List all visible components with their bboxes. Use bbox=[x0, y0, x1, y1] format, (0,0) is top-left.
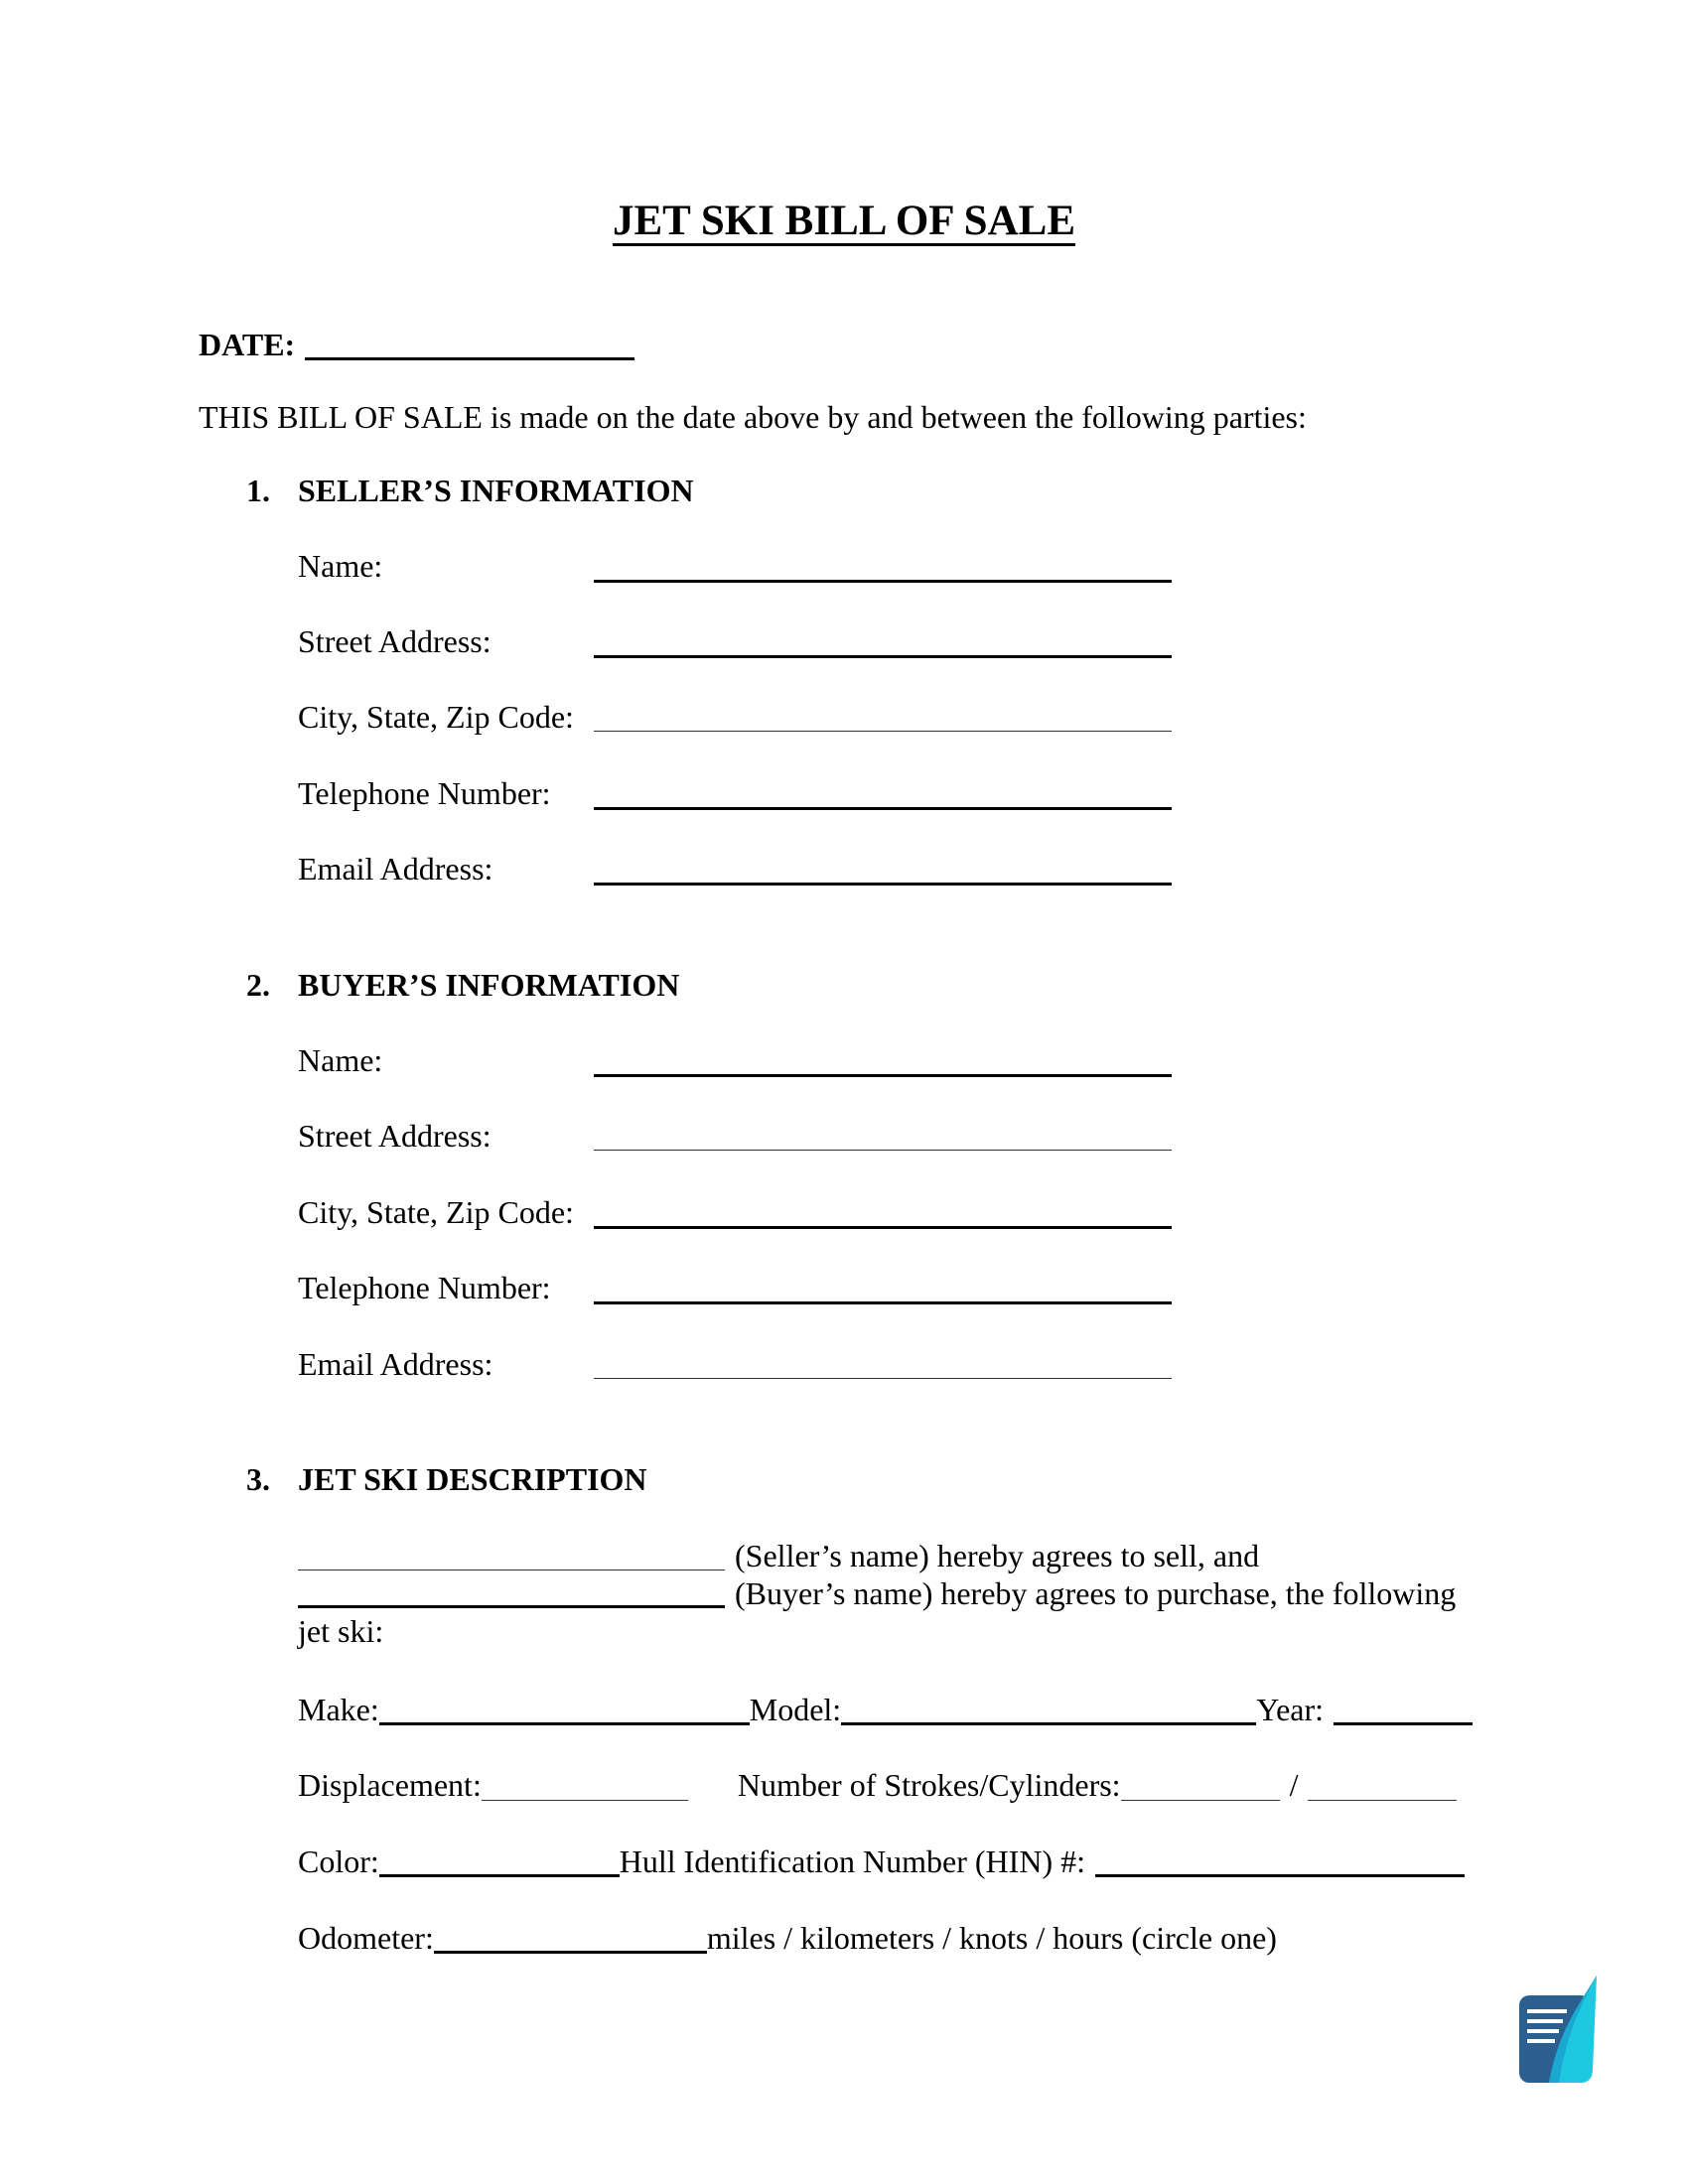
field-label: Telephone Number: bbox=[298, 1270, 551, 1305]
field-label: Street Address: bbox=[298, 623, 492, 659]
document-feather-logo-icon bbox=[1519, 1976, 1597, 2085]
seller-email-field[interactable] bbox=[594, 883, 1172, 886]
field-label: Name: bbox=[298, 1042, 383, 1078]
seller-city-field[interactable] bbox=[594, 731, 1172, 732]
buyer-name-field[interactable] bbox=[594, 1074, 1172, 1077]
cylinders-field[interactable] bbox=[1308, 1770, 1457, 1801]
year-field[interactable] bbox=[1334, 1693, 1473, 1725]
seller-name-field[interactable] bbox=[594, 580, 1172, 583]
object-text: jet ski: bbox=[298, 1613, 384, 1649]
section-title: JET SKI DESCRIPTION bbox=[298, 1461, 647, 1497]
section-title: SELLER’S INFORMATION bbox=[298, 473, 694, 508]
buyer-email-field[interactable] bbox=[594, 1378, 1172, 1379]
buyer-email-row bbox=[298, 1344, 1192, 1384]
odometer-row bbox=[298, 1918, 1277, 1958]
year-label: Year: bbox=[1256, 1692, 1325, 1727]
buyer-street-row bbox=[298, 1116, 1192, 1156]
slash-separator: / bbox=[1289, 1767, 1299, 1803]
seller-clause-text: (Seller’s name) hereby agrees to sell, and bbox=[735, 1538, 1260, 1573]
odometer-label: Odometer: bbox=[298, 1920, 434, 1956]
field-label: City, State, Zip Code: bbox=[298, 699, 574, 735]
odometer-units: miles / kilometers / knots / hours (circle one) bbox=[706, 1920, 1277, 1956]
strokes-label: Number of Strokes/Cylinders: bbox=[737, 1767, 1121, 1803]
seller-clause-line bbox=[298, 1537, 1489, 1574]
field-label: Telephone Number: bbox=[298, 775, 551, 811]
color-label: Color: bbox=[298, 1843, 379, 1879]
odometer-field[interactable] bbox=[434, 1921, 707, 1954]
buyer-phone-row bbox=[298, 1268, 1192, 1307]
section-number: 2. bbox=[246, 967, 270, 1003]
seller-email-row bbox=[298, 849, 1192, 888]
seller-street-field[interactable] bbox=[594, 655, 1172, 658]
buyer-section-heading bbox=[246, 965, 679, 1005]
buyer-street-field[interactable] bbox=[594, 1150, 1172, 1151]
section-number: 3. bbox=[246, 1461, 270, 1497]
date-label: DATE: bbox=[199, 327, 296, 362]
color-field[interactable] bbox=[379, 1844, 620, 1877]
field-label: Name: bbox=[298, 548, 383, 584]
make-model-year-row bbox=[298, 1690, 1473, 1729]
buyer-city-field[interactable] bbox=[594, 1226, 1172, 1229]
buyer-phone-field[interactable] bbox=[594, 1301, 1172, 1304]
field-label: City, State, Zip Code: bbox=[298, 1194, 574, 1230]
section-number: 1. bbox=[246, 473, 270, 508]
buyer-name-blank[interactable] bbox=[298, 1575, 725, 1608]
field-label: Street Address: bbox=[298, 1118, 492, 1154]
date-row bbox=[199, 322, 634, 363]
seller-phone-field[interactable] bbox=[594, 807, 1172, 810]
displacement-field[interactable] bbox=[482, 1770, 688, 1801]
date-field[interactable] bbox=[305, 326, 634, 360]
section-title: BUYER’S INFORMATION bbox=[298, 967, 680, 1003]
field-label: Email Address: bbox=[298, 1346, 493, 1382]
document-title: JET SKI BILL OF SALE bbox=[612, 198, 1076, 244]
intro-text: THIS BILL OF SALE is made on the date above by and between the following parties: bbox=[199, 399, 1307, 435]
field-label: Email Address: bbox=[298, 851, 493, 887]
seller-phone-row bbox=[298, 773, 1192, 813]
displacement-label: Displacement: bbox=[298, 1767, 482, 1803]
strokes-field[interactable] bbox=[1121, 1770, 1280, 1801]
buyer-name-row bbox=[298, 1040, 1192, 1080]
hin-label: Hull Identification Number (HIN) #: bbox=[619, 1843, 1085, 1879]
seller-street-row bbox=[298, 621, 1192, 661]
hin-field[interactable] bbox=[1095, 1844, 1465, 1877]
model-label: Model: bbox=[749, 1692, 842, 1727]
make-label: Make: bbox=[298, 1692, 379, 1727]
make-field[interactable] bbox=[379, 1693, 750, 1725]
displacement-row bbox=[298, 1765, 1457, 1805]
seller-section-heading bbox=[246, 471, 694, 510]
seller-city-row bbox=[298, 697, 1192, 737]
seller-name-row bbox=[298, 546, 1192, 586]
model-field[interactable] bbox=[841, 1693, 1256, 1725]
buyer-city-row bbox=[298, 1192, 1192, 1232]
description-paragraph bbox=[298, 1537, 1489, 1650]
seller-name-blank[interactable] bbox=[298, 1540, 725, 1570]
buyer-clause-text: (Buyer’s name) hereby agrees to purchase, the following bbox=[735, 1575, 1457, 1611]
description-section-heading bbox=[246, 1459, 647, 1499]
buyer-clause-line bbox=[298, 1574, 1489, 1612]
color-hin-row bbox=[298, 1842, 1465, 1881]
